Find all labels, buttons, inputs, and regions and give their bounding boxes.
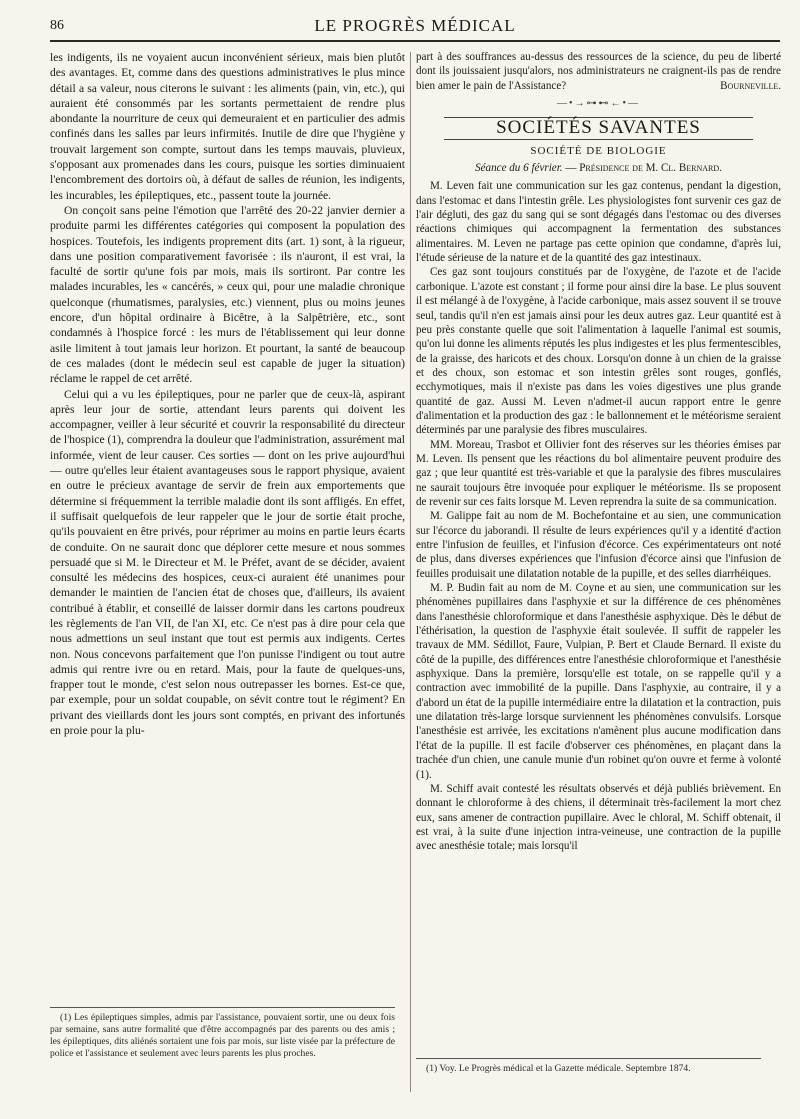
paragraph: les indigents, ils ne voyaient aucun inconvénient sérieux, mais bien plutôt des avantages. Et, comme dans des questions administratives le plus mince détail a sa valeur, nous citerons le suivant : les aliments (pain, vin, etc.), qui auraient été consommés par les sortants permettaient de rendre plus abondante la nourriture de ceux qui demeuraient et en particulier des admis confinés dans les salles par leurs infirmités. Inutile de dire que l'hygiène y trouvait largement son compte, surtout dans les temps mauvais, pluvieux, s'opposant aux promenades dans les cours, puisque les sorties diminuaient l'encombrement des dortoirs où, à défaut de salles de réunion, les indigents, les incurables, les épileptiques, etc., passent toute la journée. (50, 51, 405, 202)
left-column (50, 50, 405, 738)
page-header (50, 14, 780, 42)
footnote-rule (50, 1007, 395, 1008)
paragraph: M. Leven fait une communication sur les gaz contenus, pendant la digestion, dans l'estomac et dans l'intestin grêle. Les physiologistes font survenir ces gaz de l'air dégluti, des gaz du sang qui se sont dégagés dans l'estomac ou des diverses réactions chimiques qui accompagnent la fermentation des substances alimentaires. M. Leven ne partage pas cette opinion que condamne, d'après lui, l'étude sérieuse de la nature et de la quantité des gaz intestinaux. (416, 180, 781, 265)
paragraph: Ces gaz sont toujours constitués par de l'oxygène, de l'azote et de l'acide carbonique. L'azote est constant ; il forme pour ainsi dire la base. Le plus souvent il est mélangé à de l'oxygène, à l'acide carbonique, mais assez souvent il se trouve seul, tandis qu'il n'en est jamais ainsi pour les deux autres gaz. Leur quantité est à peu près constante quelle que soit l'alimentation à laquelle l'animal est soumis, qu'on lui donne les aliments réputés les plus indigestes et les plus fermentescibles, de la graisse, des haricots et des choux. Lorsqu'on donne à un chien de la graisse et des choux, son estomac et son intestin grêles sont rouges, gonflés, ecchymotiques, mais il n'existe pas dans les voies digestives une plus grande quantité de gaz. Aussi M. Leven n'admet-il aucun rapport entre le genre d'alimentation et la production des gaz : le ballonnement et le météorisme seraient déterminés par une paralysie des fibres musculaires. (416, 266, 781, 437)
section-title: SOCIÉTÉS SAVANTES (444, 117, 753, 139)
paragraph: Celui qui a vu les épileptiques, pour ne parler que de ceux-là, aspirant après leur jour de sortie, attendant leurs parents qui doivent les accompagner, veiller à leur sécurité et couvrir la responsabilité du directeur de l'hospice (1), comprendra la douleur que l'administration, assurément mal informée, vient de leur causer. Ces sorties — dont on les prive aujourd'hui — outre qu'elles leur étaient avantageuses sous le rapport physique, avaient en outre le précieux avantage de servir de frein aux emportements que détermine si fréquemment la terrible maladie dont ils sont affligés. En effet, il suffisait quelquefois de leur rappeler que le jour de sortie était proche, qu'ils pouvaient en être privés, pour réprimer au moins en partie leurs écarts de conduite. On ne saurait donc que déplorer cette mesure et nous sommes persuadé que si M. le Directeur et M. le Préfet, avant de se décider, avaient consulté les médecins des hospices, ceux-ci auraient été unanimes pour demander le maintien de l'ancien état de choses que, d'ailleurs, ils avaient contribué à établir, et conseillé de laisser dormir dans les cartons poudreux les règlements de l'an VII, de l'an XI, etc. Ce n'est pas à dire pour cela que nous admettions un seul instant que tout est permis aux indigents. Certes non. Nous concevons parfaitement que l'on punisse l'indigent ou tout autre admis qui rentre ivre ou en retard. Mais, pour la faute de quelques-uns, frapper tout le monde, c'est selon nous outrepasser les bornes. Est-ce que, par exemple, pour un soldat coupable, on sévit contre tout le régiment? En privant des vieillards dont les jours sont comptés, en privant des infortunés en proie pour la plu- (50, 387, 405, 738)
column-divider (410, 52, 411, 1092)
paragraph (416, 50, 781, 93)
paragraph: On conçoit sans peine l'émotion que l'arrêté des 20-22 janvier dernier a produite parmi les différentes catégories qui composent la population des hospices. Toutefois, les indigents proprement dits (art. 1) sont, à la rigueur, dans une position comparativement favorisée : ils n'auront, il est vrai, la faculté de sortir qu'une fois par mois, mais ils sortiront. Par contre les malades incurables, les « cancérés, » ceux qui, pour une maladie chronique quelconque (rhumatismes, paralysies, etc.) viennent, plus ou moins jeunes encore, d'un hôpital ordinaire à Bicêtre, à la Salpêtrière, etc., sont condamnés à l'hospice forcé : les murs de l'établissement qui leur donne asile limitent à tout jamais leur horizon. Et pourtant, la santé de beaucoup de ces malades (dont le médecin seul est capable de juger la situation) réclame le rappel de cet arrêté. (50, 203, 405, 386)
author-signature: Bourneville. (720, 79, 781, 92)
left-footnote (50, 1012, 395, 1060)
paragraph: MM. Moreau, Trasbot et Ollivier font des réserves sur les théories émises par M. Leven. Ils pensent que les réactions du bol alimentaire peuvent produire des gaz ; que leur quantité est très-variable et que la paralysie des fibres musculaires ne saurait toujours être invoquée pour expliquer le météorisme. Ils se proposent de revenir sur ces faits lorsque M. Leven reprendra la suite de sa communication. (416, 438, 781, 508)
session-date: Séance du 6 février. (475, 162, 563, 175)
paragraph: M. Galippe fait au nom de M. Bochefontaine et au sien, une communication sur l'écorce du jaborandi. Il résulte de leurs expériences qu'il y a identité d'action entre l'infusion de feuilles, et l'infusion d'écorce. Ces expérimentateurs ont noté de plus, dans diverses expériences que l'infusion d'écorce ainsi que l'infusion de feuilles produisait une dilatation notable de la pupille, et des selles diarrhéiques. (416, 510, 781, 580)
society-title: SOCIÉTÉ DE BIOLOGIE (530, 144, 667, 157)
footnote-rule (416, 1058, 761, 1059)
journal-title: LE PROGRÈS MÉDICAL (314, 16, 516, 35)
ornament-divider: —•→⊶⊷←•— (556, 98, 640, 110)
continuation-text: part à des souffrances au-dessus des ressources de la science, du peu de liberté dont ils jouissaient jusqu'alors, nos administrateurs ne craignent-ils pas de rendre bien amer le pain de l'Assistance? (416, 51, 781, 92)
session-line (416, 161, 781, 175)
right-footnote (416, 1063, 781, 1075)
paragraph: M. P. Budin fait au nom de M. Coyne et au sien, une communication sur les phénomènes pupillaires dans l'asphyxie et sur la différence de ces phénomènes dans l'anesthésie chloroformique et dans l'anesthésie asphyxique. Dès le début de l'éthérisation, la question de l'asphyxie était soulevée. Il suffit de rappeler les travaux de MM. Sédillot, Faure, Vulpian, P. Bert et Claude Bernard. Il existe du côté de la pupille, des différences entre l'anesthésie chloroformique et l'anesthésie asphyxique. Dans la première, lorsqu'elle est totale, on se rappelle qu'il y a contraction avec immobilité de la pupille. Dans l'asphyxie, au contraire, il y a d'abord un état de la pupille intermédiaire entre la dilatation et la contraction, puis une dilatation très-large lorsque surviennent les phénomènes convulsifs. Lorsque l'anesthésie est arrivée, les excitations n'amènent plus aucune modification dans l'état de la pupille. Il est facile d'observer ces phénomènes, en plaçant dans la trachée d'un chien, une canule munie d'un robinet qu'on ouvre et ferme à volonté (1). (416, 582, 781, 781)
paragraph: M. Schiff avait contesté les résultats observés et déjà publiés brièvement. En donnant le chloroforme à des chiens, il déterminait très-facilement la mort chez eux, sans amener de contraction pupillaire. Avec le chloral, M. Schiff obtenait, il est vrai, à la suite d'une injection intra-veineuse, une contraction de la pupille avec anesthésie totale; mais lorsqu'il (416, 782, 781, 853)
right-column (416, 50, 781, 854)
footnote-text: (1) Voy. Le Progrès médical et la Gazette médicale. Septembre 1874. (426, 1063, 691, 1074)
page-number: 86 (50, 18, 64, 33)
session-presidency: — Présidence de M. Cl. Bernard. (565, 162, 722, 175)
footnote-text: (1) Les épileptiques simples, admis par l'assistance, pouvaient sortir, une ou deux fois par semaine, sans autre formalité que d'être accompagnés par des parents ou des amis ; les épileptiques, dits aliénés sortaient une fois par mois, sur liste visée par la préfecture de police et l'assistance et seulement avec leurs parents les plus proches. (50, 1012, 396, 1059)
